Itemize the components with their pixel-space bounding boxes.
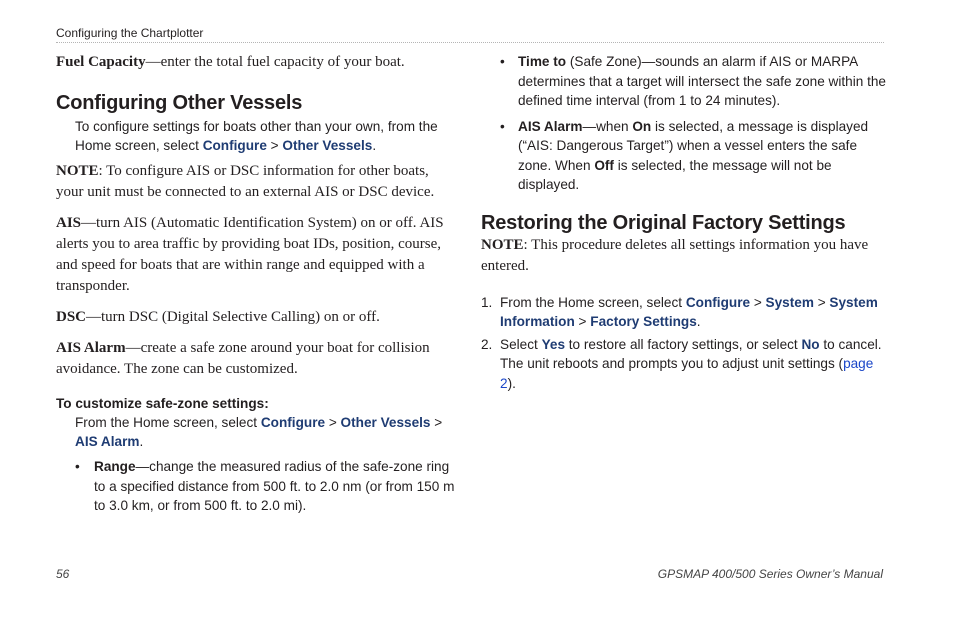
- ais-paragraph: AIS—turn AIS (Automatic Identification System) on or off. AIS alerts you to area traffic by providing boat IDs, position, course, and speed for boats that are within range and equipped with a transponder.: [56, 215, 444, 294]
- right-column: [481, 52, 886, 396]
- factory-note-paragraph: NOTE: This procedure deletes all settings information you have entered.: [481, 236, 869, 274]
- step-1: 1. From the Home screen, select Configure > System > System Information > Factory Settings.: [481, 294, 878, 329]
- fuel-capacity-paragraph: Fuel Capacity—enter the total fuel capacity of your boat.: [56, 54, 405, 70]
- page-2-link[interactable]: page 2: [500, 356, 874, 391]
- configuring-other-vessels-heading: Configuring Other Vessels: [56, 92, 303, 114]
- time-to-bullet: • Time to (Safe Zone)—sounds an alarm if AIS or MARPA determines that a target will intersect the safe zone within the defined time interval (from 1 to 24 minutes).: [481, 52, 886, 111]
- procedure-step: From the Home screen, select Configure > Other Vessels > AIS Alarm.: [75, 415, 443, 449]
- dsc-paragraph: DSC—turn DSC (Digital Selective Calling) on or off.: [56, 309, 380, 325]
- step-2: 2. Select Yes to restore all factory settings, or select No to cancel. The unit reboots and prompts you to adjust unit settings (page 2).: [481, 336, 882, 391]
- procedure-title: To customize safe-zone settings:: [56, 396, 269, 411]
- left-column: [56, 52, 456, 516]
- manual-title: GPSMAP 400/500 Series Owner’s Manual: [657, 567, 883, 581]
- note-paragraph: NOTE: To configure AIS or DSC information for other boats, your unit must be connected to an external AIS or DSC device.: [56, 163, 435, 200]
- restoring-factory-settings-heading: Restoring the Original Factory Settings: [481, 211, 846, 234]
- range-bullet: • Range—change the measured radius of the safe-zone ring to a specified distance from 500 ft. to 2.0 nm (or from 150 m to 3.0 km, or from 500 ft. to 2.0 mi).: [75, 457, 456, 516]
- ais-alarm-bullet: • AIS Alarm—when On is selected, a message is displayed (“AIS: Dangerous Target”) when a vessel enters the safe zone. When Off is selected, the message will not be displayed.: [481, 117, 886, 195]
- running-header: [56, 26, 884, 43]
- ais-alarm-paragraph: AIS Alarm—create a safe zone around your boat for collision avoidance. The zone can be customized.: [56, 340, 430, 377]
- other-vessels-intro: To configure settings for boats other than your own, from the Home screen, select Configure > Other Vessels.: [75, 119, 438, 153]
- page-number: 56: [56, 567, 70, 581]
- header-section: Configuring the Chartplotter: [56, 26, 204, 40]
